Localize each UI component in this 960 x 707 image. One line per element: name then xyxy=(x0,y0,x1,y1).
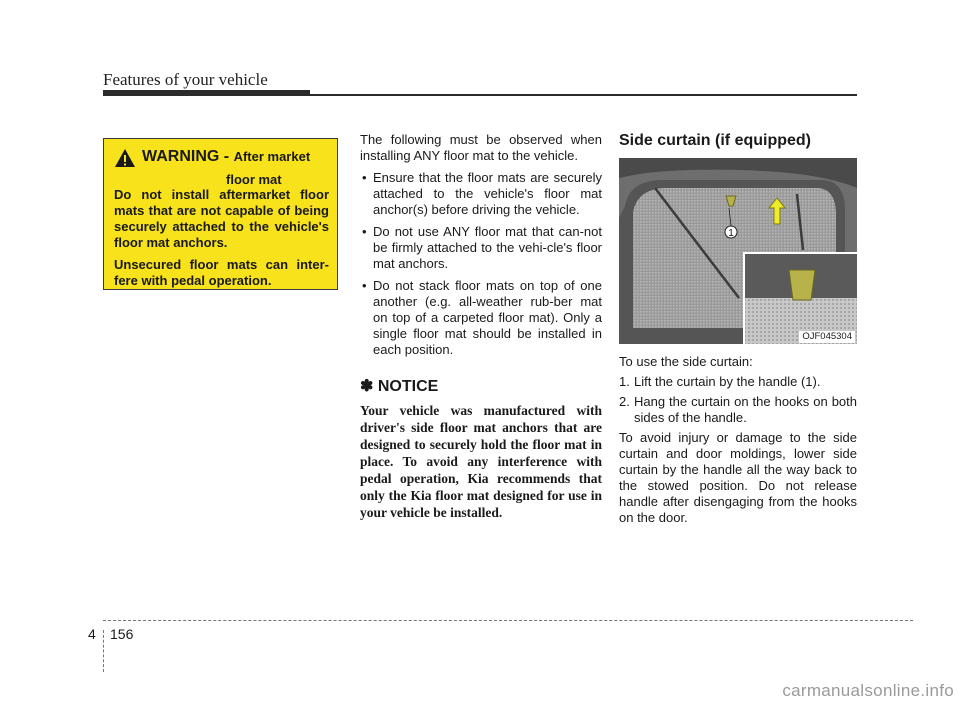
bullet-dot-icon: • xyxy=(362,170,367,185)
notice-heading: ✽ NOTICE xyxy=(360,378,439,395)
list-item: 1. Lift the curtain by the handle (1). xyxy=(619,374,821,389)
watermark: carmanualsonline.info xyxy=(782,681,954,700)
floor-mat-rules-list xyxy=(360,170,602,358)
right-column xyxy=(619,132,857,532)
chapter-number: 4 xyxy=(88,626,96,642)
closing-paragraph: To avoid injury or damage to the side curtain and door moldings, lower side curtain by the handle all the way back to the stowed position. Do not release handle after disengaging from the hooks on the door. xyxy=(619,430,857,525)
page-header-title: Features of your vehicle xyxy=(103,70,268,89)
header-rule-thin xyxy=(310,94,857,96)
step-number: 2. xyxy=(619,394,630,409)
list-item: • Do not use ANY floor mat that can-not be firmly attached to the vehi-cle's floor mat anchors. xyxy=(362,224,602,271)
bullet-dot-icon: • xyxy=(362,278,367,293)
warning-paragraph: Do not install aftermarket floor mats that are not capable of being securely attached to the vehicle's floor mat anchors. xyxy=(114,187,329,250)
steps-intro: To use the side curtain: xyxy=(619,354,753,369)
list-item: • Ensure that the floor mats are securely attached to the vehicle's floor mat anchor(s) before driving the vehicle. xyxy=(362,170,602,217)
footer-rule xyxy=(103,620,913,621)
warning-label: WARNING - xyxy=(142,148,230,165)
section-title: Side curtain (if equipped) xyxy=(619,132,812,149)
figure-callout-label: 1 xyxy=(728,228,734,239)
warning-subtitle: After market xyxy=(233,149,311,164)
figure-code: OJF045304 xyxy=(799,331,855,343)
warning-paragraph: Unsecured floor mats can inter-fere with pedal operation. xyxy=(114,257,329,288)
intro-paragraph: The following must be observed when installing ANY floor mat to the vehicle. xyxy=(360,132,602,163)
bullet-dot-icon: • xyxy=(362,224,367,239)
side-curtain-illustration xyxy=(619,158,857,344)
footer-vertical-rule xyxy=(103,630,104,672)
warning-box xyxy=(103,138,338,290)
list-item: • Do not stack floor mats on top of one another (e.g. all-weather rub-ber mat on top of a carpeted floor mat). Only a single floor mat should be installed in each position. xyxy=(362,278,602,357)
step-number: 1. xyxy=(619,374,630,389)
header-rule-thick xyxy=(103,90,310,96)
list-item: 2. Hang the curtain on the hooks on both sides of the handle. xyxy=(619,394,857,425)
side-curtain-figure xyxy=(619,158,857,344)
warning-triangle-icon xyxy=(114,148,136,168)
warning-subtitle-continued: floor mat xyxy=(226,172,282,187)
warning-header xyxy=(114,147,329,168)
notice-text: Your vehicle was manufactured with driver's side floor mat anchors that are designed to securely hold the floor mat in place. To avoid any interference with pedal operation, Kia recommends that only the Kia floor mat designed for use in your vehicle be installed. xyxy=(360,403,602,520)
page-number: 156 xyxy=(110,626,134,642)
warning-title xyxy=(142,147,310,167)
middle-column xyxy=(360,132,602,521)
